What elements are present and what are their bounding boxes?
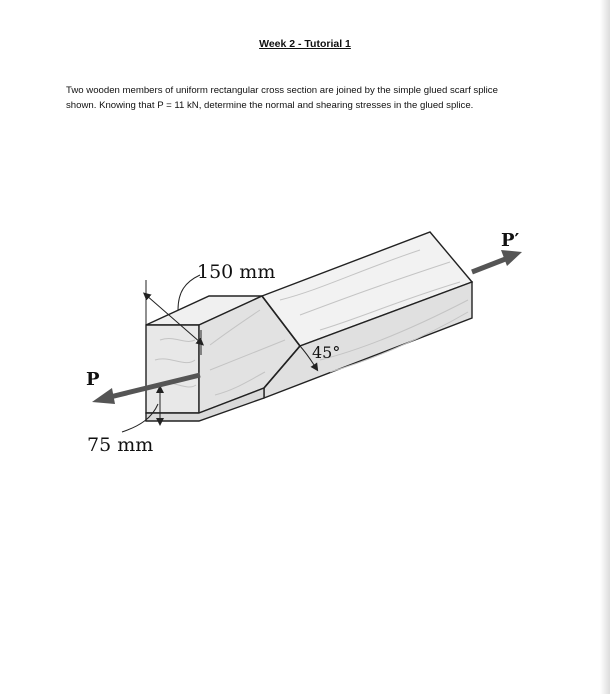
width-label: 150 mm: [197, 261, 276, 283]
height-label: 75 mm: [87, 434, 154, 456]
page-title: Week 2 - Tutorial 1: [259, 38, 351, 50]
load-arrow-right: [472, 250, 522, 272]
left-member-front-face: [146, 325, 199, 413]
problem-line-2: shown. Knowing that P = 11 kN, determine the normal and shearing stresses in the glued splice.: [66, 100, 474, 111]
load-label-left: P: [86, 369, 100, 390]
angle-label: 45°: [312, 343, 341, 362]
page-edge-shadow: [600, 0, 610, 694]
load-label-right: P′: [501, 230, 520, 251]
problem-line-1: Two wooden members of uniform rectangular cross section are joined by the simple glued scarf splice: [66, 85, 498, 96]
